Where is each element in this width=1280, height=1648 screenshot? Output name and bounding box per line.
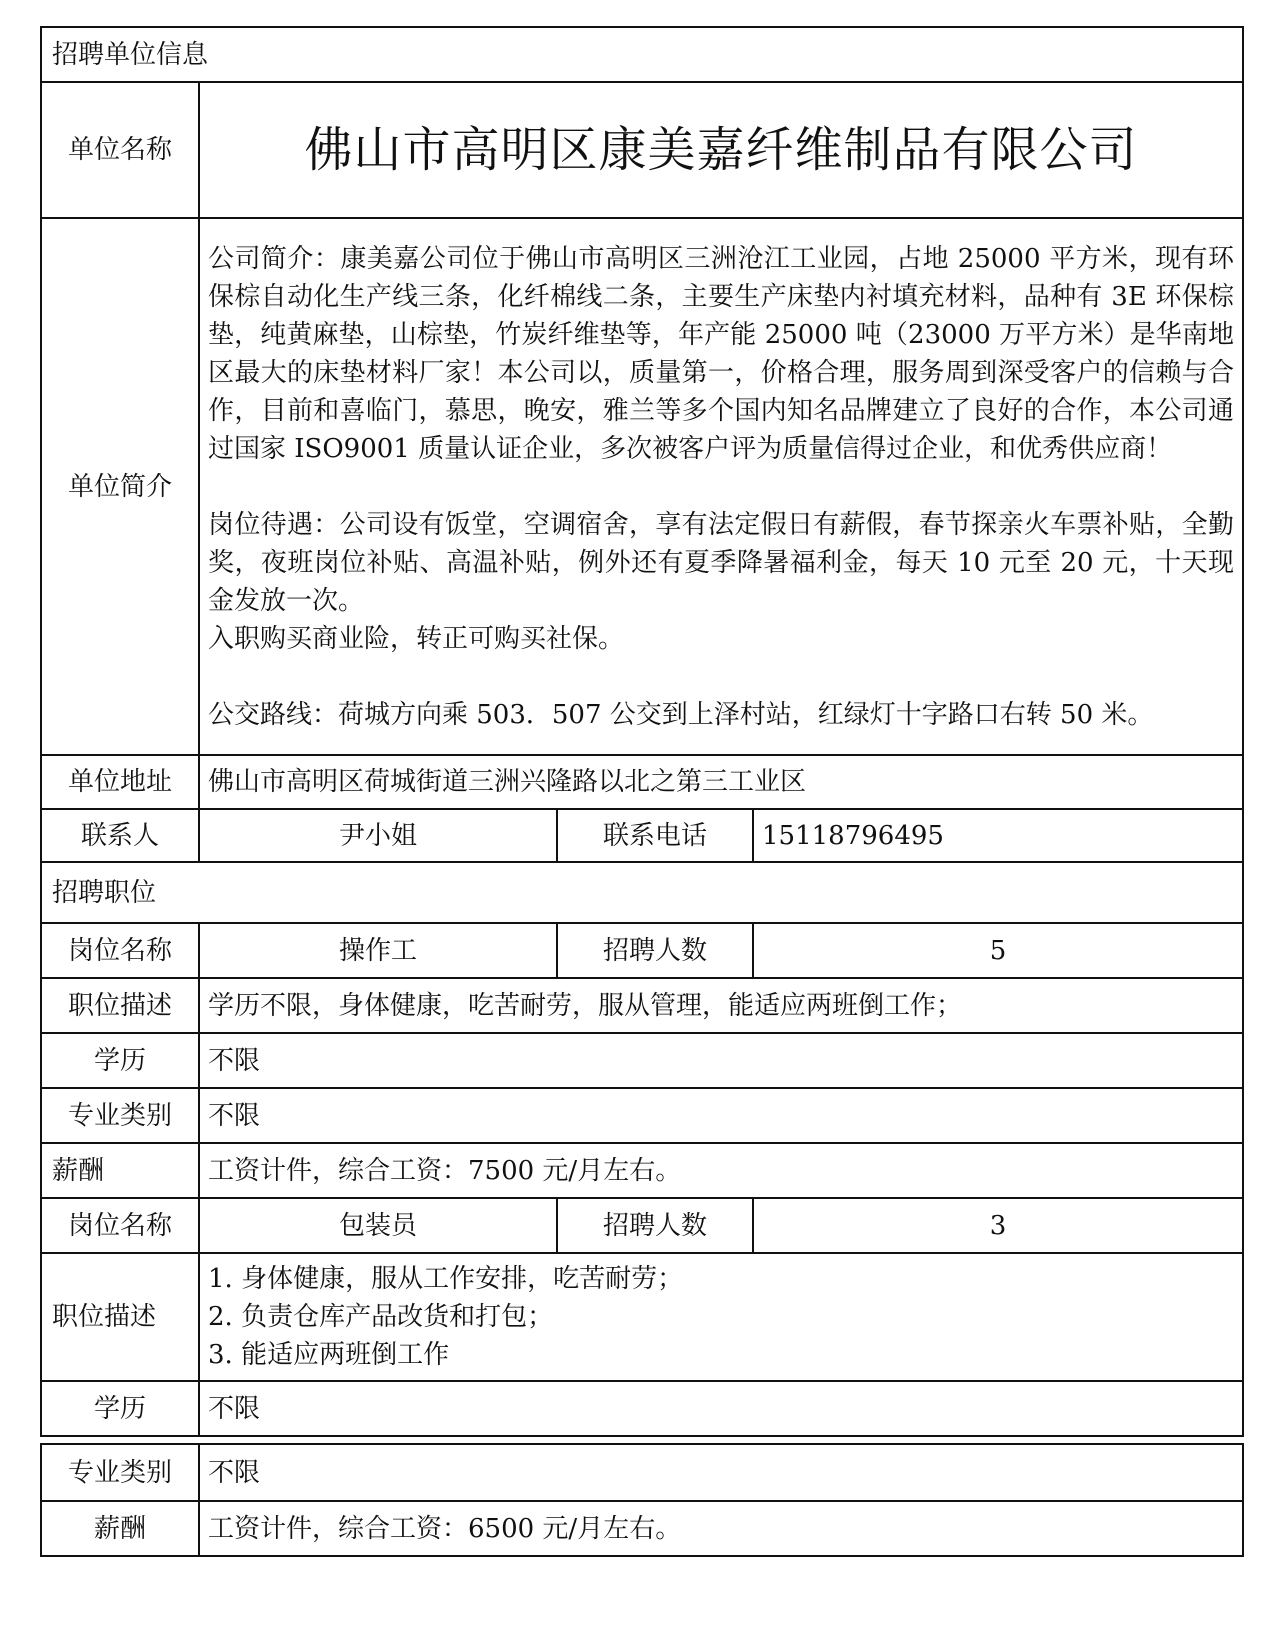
company-intro-label: 单位简介 <box>41 218 199 755</box>
bus-route-paragraph: 公交路线：荷城方向乘 503．507 公交到上泽村站，红绿灯十字路口右转 50 米。 <box>208 699 1154 730</box>
job2-title-label: 岗位名称 <box>41 1198 199 1253</box>
job1-edu-row <box>41 1033 1243 1088</box>
job2-salary-value: 工资计件，综合工资：6500 元/月左右。 <box>199 1501 1243 1556</box>
job1-salary-label: 薪酬 <box>41 1143 199 1198</box>
job2-major-value: 不限 <box>199 1444 1243 1501</box>
job2-count-value: 3 <box>753 1198 1243 1253</box>
benefits-paragraph: 岗位待遇：公司设有饭堂，空调宿舍，享有法定假日有薪假，春节探亲火车票补贴，全勤奖，夜班岗位补贴、高温补贴，例外还有夏季降暑福利金，每天 10 元至 20 元，十天现金发放一次。 <box>208 509 1235 616</box>
recruitment-table-continued <box>40 1443 1244 1557</box>
phone-value: 15118796495 <box>753 809 1243 862</box>
job2-count-label: 招聘人数 <box>557 1198 753 1253</box>
address-row <box>41 755 1243 809</box>
job1-count-value: 5 <box>753 923 1243 978</box>
job2-major-row <box>41 1444 1243 1501</box>
company-name-row <box>41 82 1243 218</box>
job1-salary-row <box>41 1143 1243 1198</box>
job1-desc-value: 学历不限，身体健康，吃苦耐劳，服从管理，能适应两班倒工作； <box>199 978 1243 1033</box>
job1-major-row <box>41 1088 1243 1143</box>
company-intro-paragraph: 公司简介：康美嘉公司位于佛山市高明区三洲沧江工业园，占地 25000 平方米，现有环保棕自动化生产线三条，化纤棉线二条，主要生产床垫内衬填充材料，品种有 3E 环保棕垫，纯黄麻垫，山棕垫，竹炭纤维垫等，年产能 25000 吨（23000 万平方米）是华南地区最大的床垫材料厂家！本公司以，质量第一，价格合理，服务周到深受客户的信赖与合作，目前和喜临门，慕思，晚安，雅兰等多个国内知名品牌建立了良好的合作，本公司通过国家 ISO9001 质量认证企业，多次被客户评为质量信得过企业，和优秀供应商！ <box>208 243 1235 464</box>
job2-salary-label: 薪酬 <box>41 1501 199 1556</box>
company-section-header: 招聘单位信息 <box>41 27 1243 82</box>
job1-desc-label: 职位描述 <box>41 978 199 1033</box>
job1-salary-value: 工资计件，综合工资：7500 元/月左右。 <box>199 1143 1243 1198</box>
recruitment-form <box>40 26 1242 1557</box>
job2-edu-row <box>41 1381 1243 1436</box>
job1-edu-label: 学历 <box>41 1033 199 1088</box>
insurance-paragraph: 入职购买商业险，转正可购买社保。 <box>208 623 625 654</box>
company-intro-cell <box>199 218 1243 755</box>
job2-desc-line: 3. 能适应两班倒工作 <box>208 1340 450 1370</box>
company-name-label: 单位名称 <box>41 82 199 218</box>
contact-value: 尹小姐 <box>199 809 557 862</box>
job2-desc-line: 2. 负责仓库产品改货和打包； <box>208 1302 554 1332</box>
job2-desc-cell <box>199 1253 1243 1381</box>
job1-major-label: 专业类别 <box>41 1088 199 1143</box>
company-name-value: 佛山市高明区康美嘉纤维制品有限公司 <box>199 82 1243 218</box>
job1-major-value: 不限 <box>199 1088 1243 1143</box>
job1-desc-row <box>41 978 1243 1033</box>
job2-desc-line: 1. 身体健康，服从工作安排，吃苦耐劳； <box>208 1264 684 1294</box>
company-section-header-row <box>41 27 1243 82</box>
job2-title-value: 包装员 <box>199 1198 557 1253</box>
job2-desc-label: 职位描述 <box>41 1253 199 1381</box>
job1-title-row <box>41 923 1243 978</box>
paragraph-gap <box>208 468 1234 506</box>
recruitment-table <box>40 26 1244 1437</box>
jobs-section-header: 招聘职位 <box>41 862 1243 923</box>
jobs-section-header-row <box>41 862 1243 923</box>
address-value: 佛山市高明区荷城街道三洲兴隆路以北之第三工业区 <box>199 755 1243 809</box>
contact-row <box>41 809 1243 862</box>
job2-major-label: 专业类别 <box>41 1444 199 1501</box>
job1-edu-value: 不限 <box>199 1033 1243 1088</box>
job1-count-label: 招聘人数 <box>557 923 753 978</box>
job2-edu-value: 不限 <box>199 1381 1243 1436</box>
phone-label: 联系电话 <box>557 809 753 862</box>
job1-title-value: 操作工 <box>199 923 557 978</box>
company-intro-row <box>41 218 1243 755</box>
address-label: 单位地址 <box>41 755 199 809</box>
job2-desc-row <box>41 1253 1243 1381</box>
job2-salary-row <box>41 1501 1243 1556</box>
contact-label: 联系人 <box>41 809 199 862</box>
paragraph-gap <box>208 658 1234 696</box>
job1-title-label: 岗位名称 <box>41 923 199 978</box>
job2-edu-label: 学历 <box>41 1381 199 1436</box>
job2-title-row <box>41 1198 1243 1253</box>
